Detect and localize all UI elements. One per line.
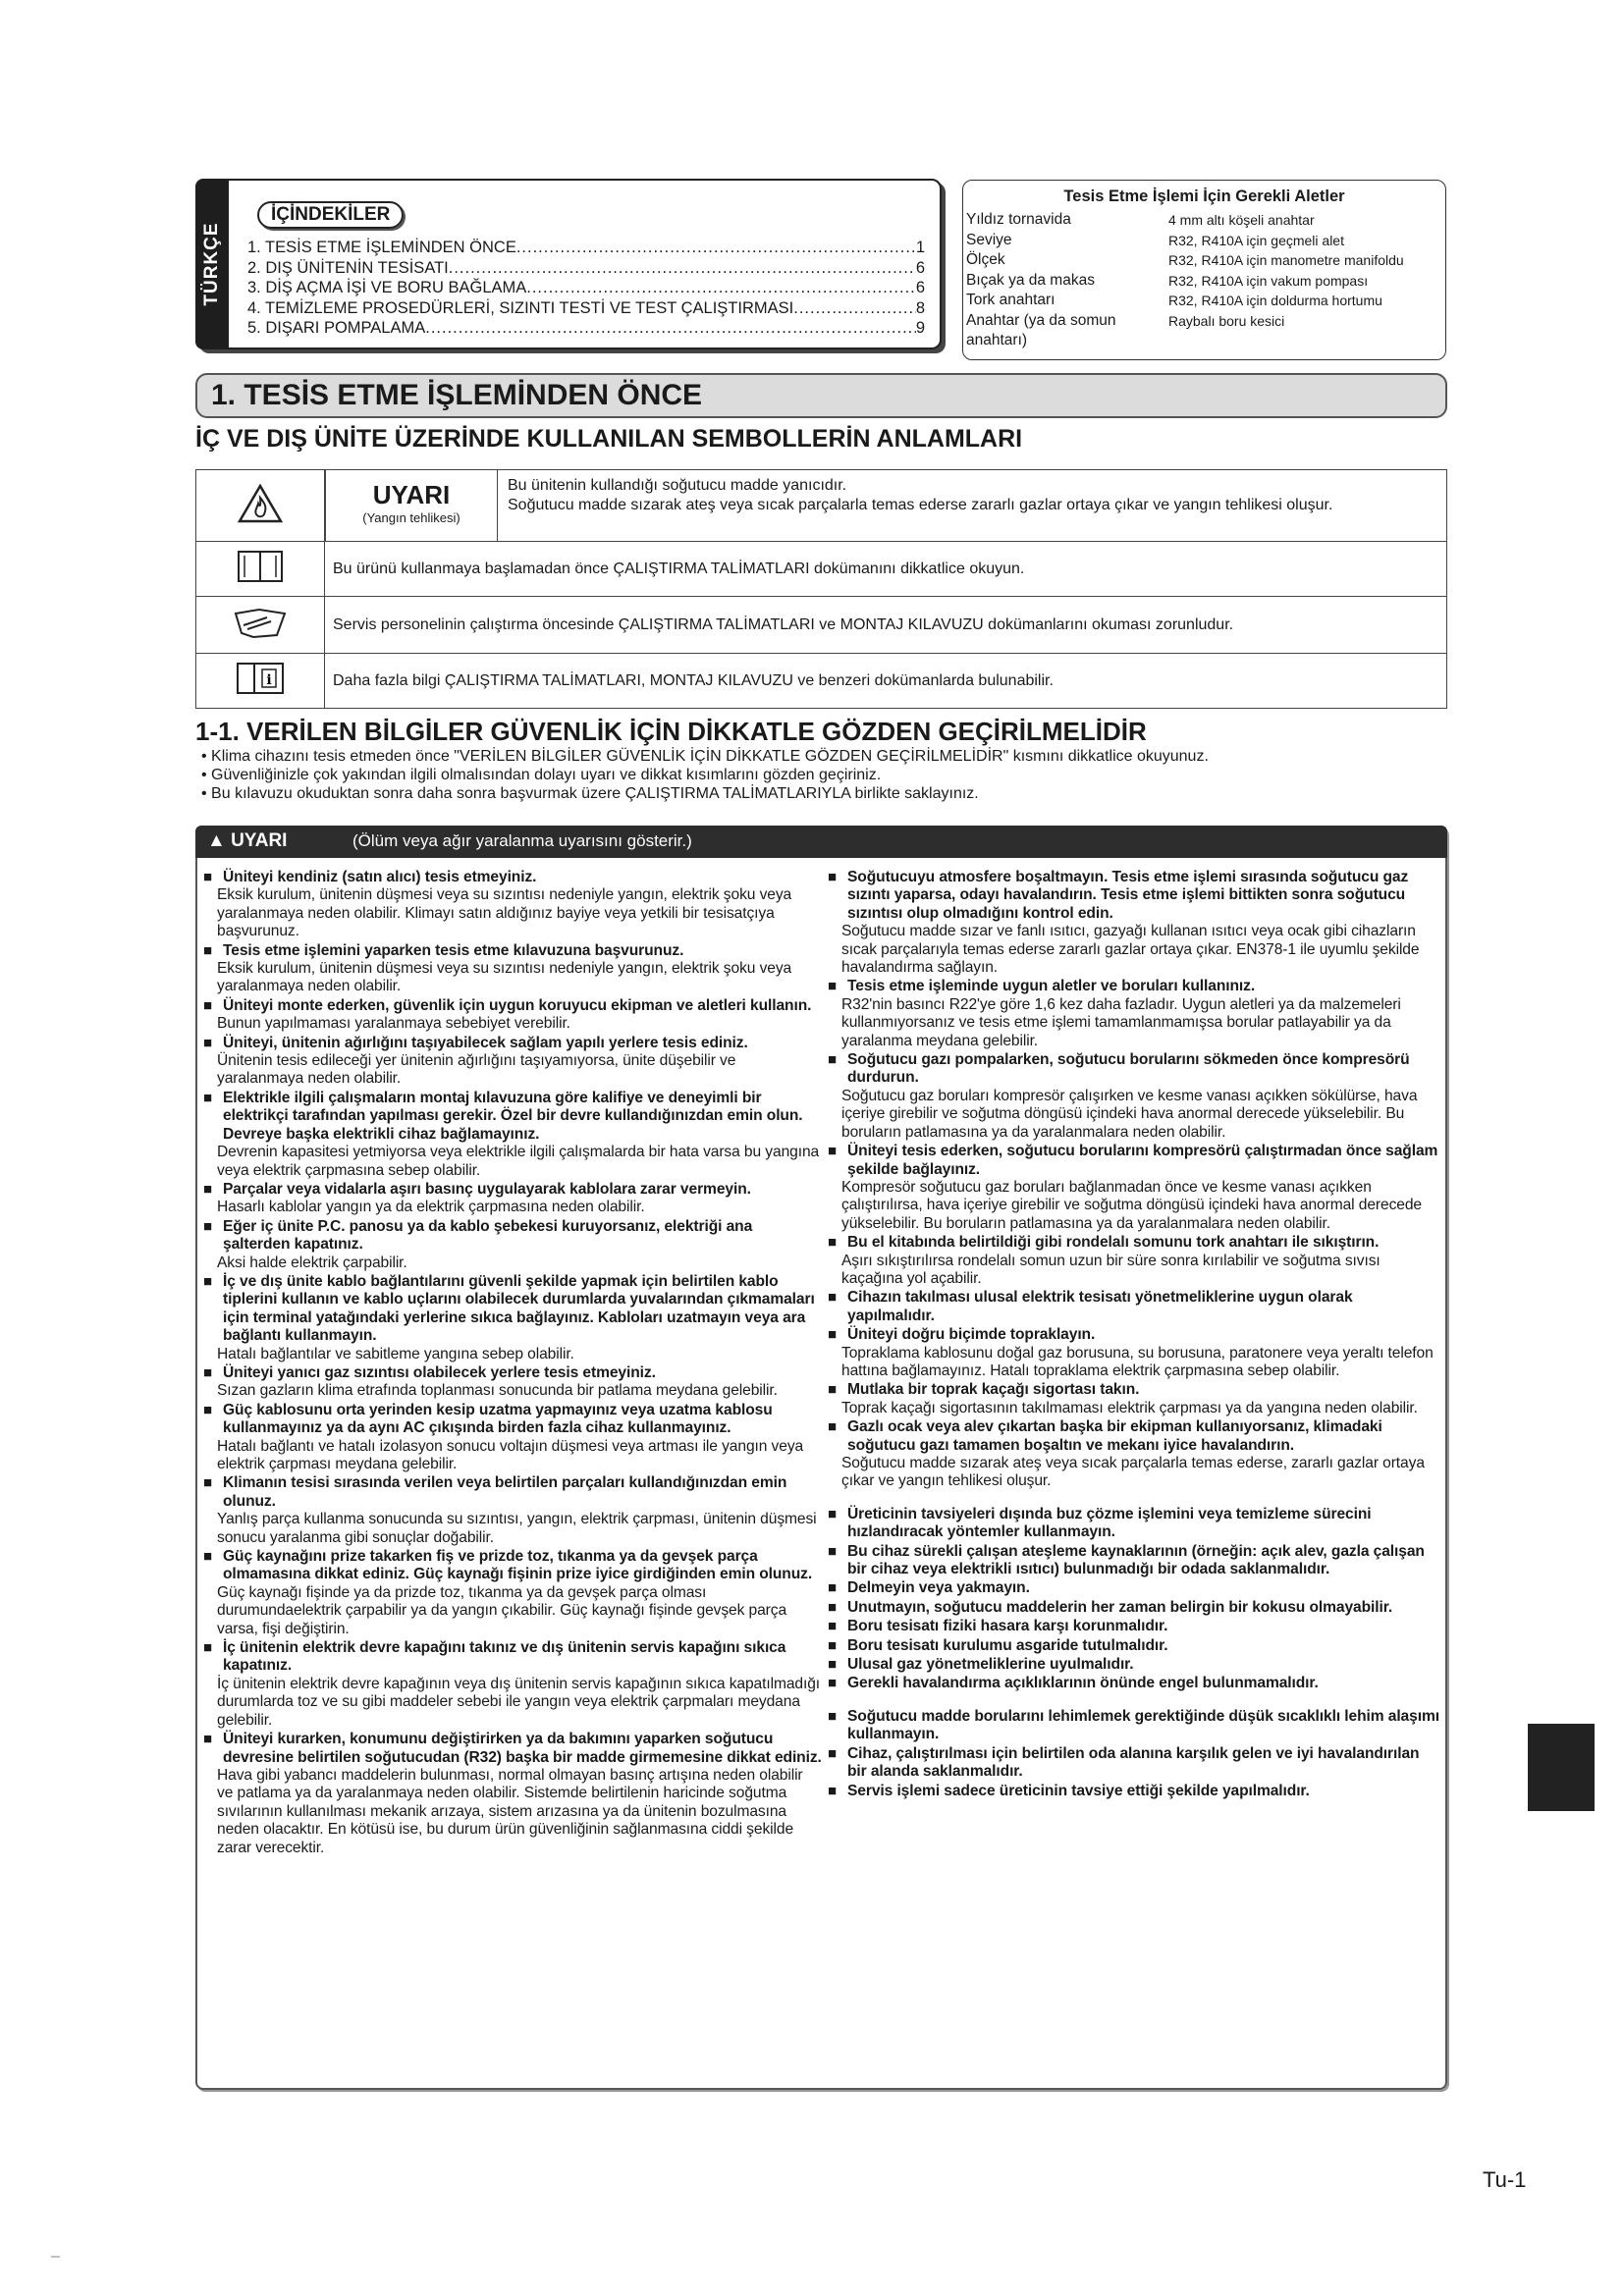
warning-item <box>203 1035 822 1089</box>
toc-item-page: 6 <box>915 258 925 277</box>
warning-item <box>828 1143 1442 1233</box>
warning-item-heading: ■ Üniteyi kendiniz (satın alıcı) tesis etmeyiniz. <box>203 869 822 886</box>
warning-item-body: Hava gibi yabancı maddelerin bulunması, normal olmayan basınç artışına neden olabilir ve patlama ya da yaralanmaya neden olabilir. Sistemde belirtilenin haricinde soğutma sıvılarının kullanılması mekanik arızaya, sistem arızasına ya da ünitenin bozulmasına neden olacaktır. En kötüsü ise, bu durum ürün güvenliğinin sağlanmasına ciddi şekilde zarar verecektir. <box>217 1766 803 1856</box>
language-label: TÜRKÇE <box>201 222 222 306</box>
toc-item[interactable] <box>247 318 925 339</box>
warning-item-heading: ■ Bu el kitabında belirtildiği gibi rondelalı somunu tork anahtarı ile sıkıştırın. <box>828 1234 1442 1252</box>
warning-item-body: Eksik kurulum, ünitenin düşmesi veya su sızıntısı nedeniyle yangın, elektrik şoku veya yaralanmaya neden olabilir. <box>217 960 792 995</box>
warning-item <box>828 1745 1442 1782</box>
warning-item <box>828 1051 1442 1142</box>
warning-item <box>828 1708 1442 1744</box>
intro-bullet: • Bu kılavuzu okuduktan sonra daha sonra başvurmak üzere ÇALIŞTIRMA TALİMATLARIYLA birlikte saklayınız. <box>201 785 979 802</box>
warning-item-heading: ■ Gazlı ocak veya alev çıkartan başka bir ekipman kullanıyorsanız, klimadaki soğutucu gazı tamamen boşaltın ve mekanı iyice havalandırın. <box>828 1418 1442 1455</box>
warning-item-heading: ■ Gerekli havalandırma açıklıklarının önünde engel bulunmamalıdır. <box>828 1675 1442 1692</box>
warning-item-heading: ■ Güç kablosunu orta yerinden kesip uzatma yapmayınız veya uzatma kablosu kullanmayınız ya da aynı AC çıkışında birden fazla cihaz kullanmayınız. <box>203 1402 822 1438</box>
warning-item <box>203 942 822 996</box>
warning-item-body: Soğutucu gaz boruları kompresör çalışırken ve kesme vanası açıkken sökülürse, hava içeriye girebilir ve soğutma döngüsü içindeki hava anormal derecede yükselebilir. Bu boruların patlamasına ya da yaralanmalara neden olabilir. <box>841 1087 1418 1141</box>
tool-item: R32, R410A için geçmeli alet <box>1168 232 1344 248</box>
warning-item-body: Hatalı bağlantılar ve sabitleme yangına sebep olabilir. <box>217 1345 574 1362</box>
warning-item <box>203 1639 822 1730</box>
svg-text:i: i <box>266 672 272 688</box>
tool-item: Tork anahtarı <box>966 292 1056 308</box>
intro-bullet: • Klima cihazını tesis etmeden önce "VERİLEN BİLGİLER GÜVENLİK İÇİN DİKKATLE GÖZDEN GEÇİRİLMELİDİR" kısmını dikkatlice okuyunuz. <box>201 748 1209 765</box>
toc-item[interactable] <box>247 258 925 279</box>
warning-item <box>828 1506 1442 1542</box>
warning-item <box>828 978 1442 1050</box>
warning-item <box>828 1326 1442 1380</box>
warning-item <box>828 1289 1442 1325</box>
warning-item-heading: ■ Unutmayın, soğutucu maddelerin her zaman belirgin bir kokusu olmayabilir. <box>828 1599 1442 1617</box>
warning-item-heading: ■ Üreticinin tavsiyeleri dışında buz çözme işlemini veya temizleme sürecini hızlandıracak yöntemler kullanmayın. <box>828 1506 1442 1542</box>
tool-item: 4 mm altı köşeli anahtar <box>1168 212 1315 228</box>
warning-item <box>828 1381 1442 1417</box>
warning-item <box>203 1731 822 1857</box>
warning-item-body: Kompresör soğutucu gaz boruları bağlanmadan önce ve kesme vanası açıkken çalıştırılırsa, hava içeriye girebilir ve soğutma döngüsü içindeki hava anormal derecede yükselebilir. Bu boruların patlamasına ya da yaralanmalara neden olabilir. <box>841 1178 1422 1232</box>
section-heading <box>195 373 1447 418</box>
warning-item-heading: ■ Servis işlemi sadece üreticinin tavsiye ettiği şekilde yapılmalıdır. <box>828 1783 1442 1800</box>
toc-item[interactable] <box>247 238 925 258</box>
section-title: 1. TESİS ETME İŞLEMİNDEN ÖNCE <box>211 379 703 411</box>
warning-item-heading: ■ Üniteyi yanıcı gaz sızıntısı olabilecek yerlere tesis etmeyiniz. <box>203 1364 822 1382</box>
symbol-row-4-text: Daha fazla bilgi ÇALIŞTIRMA TALİMATLARI, MONTAJ KILAVUZU ve benzeri dokümanlarda bulunabilir. <box>325 654 1447 709</box>
warning-item-heading: ■ İç ünitenin elektrik devre kapağını takınız ve dış ünitenin servis kapağını sıkıca kapatınız. <box>203 1639 822 1676</box>
warning-text-1: Bu ünitenin kullandığı soğutucu madde yanıcıdır. <box>508 477 847 494</box>
warning-item-body: Güç kaynağı fişinde ya da prizde toz, tıkanma ya da gevşek parça olması durumundaelektrik çarpabilir ya da yangın çıkabilir. Güç kaynağı fişinde gevşek parça varsa, fişi değiştirin. <box>217 1583 787 1637</box>
warning-item-heading: ■ Üniteyi kurarken, konumunu değiştirirken ya da bakımını yaparken soğutucu devresine belirtilen soğutucudan (R32) başka bir madde girmemesine dikkat ediniz. <box>203 1731 822 1767</box>
warning-item <box>203 1474 822 1547</box>
tool-item: R32, R410A için manometre manifoldu <box>1168 252 1404 268</box>
warning-item <box>828 1543 1442 1579</box>
warning-item-heading: ■ Üniteyi monte ederken, güvenlik için uygun koruyucu ekipman ve aletleri kullanın. <box>203 997 822 1015</box>
subsection-title: 1-1. VERİLEN BİLGİLER GÜVENLİK İÇİN DİKKATLE GÖZDEN GEÇİRİLMELİDİR <box>195 717 1147 746</box>
toc-item-page: 9 <box>915 319 925 337</box>
warning-item-heading: ■ Bu cihaz sürekli çalışan ateşleme kaynaklarının (örneğin: açık alev, gazla çalışan bir cihaz veya elektrikli ısıtıcı) bulunmadığı bir odada saklanmalıdır. <box>828 1543 1442 1579</box>
warning-item-heading: ■ Cihaz, çalıştırılması için belirtilen oda alanına karşılık gelen ve iyi havalandırılan bir alanda saklanmalıdır. <box>828 1745 1442 1782</box>
toc-item-label: 4. TEMİZLEME PROSEDÜRLERİ, SIZINTI TESTİ VE TEST ÇALIŞTIRMASI <box>247 298 794 317</box>
toc-item-page: 8 <box>915 298 925 317</box>
info-manual-icon <box>196 654 325 709</box>
warning-item <box>203 1548 822 1638</box>
toc-item-label: 5. DIŞARI POMPALAMA <box>247 319 426 337</box>
warning-item-heading: ■ Eğer iç ünite P.C. panosu ya da kablo şebekesi kuruyorsanız, elektriği ana şalterden kapatınız. <box>203 1218 822 1255</box>
warning-item <box>203 1273 822 1363</box>
warning-item <box>828 1418 1442 1491</box>
warning-item <box>203 1364 822 1401</box>
warning-item-heading: ■ Ulusal gaz yönetmeliklerine uyulmalıdır. <box>828 1656 1442 1674</box>
chapter-tab-mark <box>1528 1724 1595 1811</box>
toc-title: İÇİNDEKİLER <box>257 201 404 229</box>
warning-item-heading: ■ Delmeyin veya yakmayın. <box>828 1579 1442 1597</box>
warning-item <box>828 1234 1442 1288</box>
symbols-table <box>195 469 1447 709</box>
warning-label: ▲ UYARI <box>207 830 288 851</box>
warning-item <box>203 1402 822 1474</box>
toc-item-label: 2. DIŞ ÜNİTENİN TESİSATI <box>247 258 449 277</box>
tool-item: Anahtar (ya da somun <box>966 311 1116 329</box>
warning-item <box>828 1637 1442 1655</box>
warning-item-body: Hatalı bağlantı ve hatalı izolasyon sonucu voltajın düşmesi veya artması ile yangın veya elektrik çarpması meydana gelebilir. <box>217 1437 804 1472</box>
warning-item <box>203 869 822 941</box>
symbol-row-3-text: Servis personelinin çalıştırma öncesinde ÇALIŞTIRMA TALİMATLARI ve MONTAJ KILAVUZU dokümanlarını okuması zorunludur. <box>325 597 1447 654</box>
warning-item-body: Devrenin kapasitesi yetmiyorsa veya elektrikle ilgili çalışmalarda bir hata varsa bu yangına veya elektrik çarpmasına sebep olabilir. <box>217 1144 820 1179</box>
intro-bullet: • Güvenliğinizle çok yakından ilgili olmalısından dolayı uyarı ve dikkat kısımlarını gözden geçiriniz. <box>201 767 882 783</box>
page-number: Tu-1 <box>1483 2167 1527 2192</box>
warning-item-body: İç ünitenin elektrik devre kapağının veya dış ünitenin servis kapağının sıkıca kapatılmadığı durumlarda toz ve su gibi maddeler sebebi ile yangın veya elektrik çarpmaları meydana gelebilir. <box>217 1675 821 1729</box>
tool-item: R32, R410A için vakum pompası <box>1168 272 1369 289</box>
warning-item-body: Toprak kaçağı sigortasının takılmaması elektrik çarpması ya da yangına neden olabilir. <box>841 1399 1418 1416</box>
warning-item <box>828 1675 1442 1692</box>
toc-list <box>247 238 925 339</box>
warning-item-heading: ■ Boru tesisatı kurulumu asgaride tutulmalıdır. <box>828 1637 1442 1655</box>
tools-left-column <box>966 210 1172 351</box>
intro-bullets <box>195 747 1452 803</box>
fire-warning-icon <box>196 470 325 542</box>
language-side-tab <box>195 179 229 349</box>
warning-right-column <box>828 868 1442 1800</box>
toc-item[interactable] <box>247 298 925 319</box>
book-icon <box>196 542 325 597</box>
toc-dots <box>526 278 916 298</box>
tool-item: Yıldız tornavida <box>966 211 1071 228</box>
uyari-sub: (Yangın tehlikesi) <box>362 510 460 525</box>
warning-item <box>828 1618 1442 1635</box>
warning-item-body: Aşırı sıkıştırılırsa rondelalı somun uzun bir süre sonra kırılabilir ve soğutma sıvısı kaçağına yol açabilir. <box>841 1252 1380 1287</box>
warning-item-heading: ■ İç ve dış ünite kablo bağlantılarını güvenli şekilde yapmak için belirtilen kablo tiplerini kullanın ve kablo uçlarını olabilecek durumlarda yuvalarından çıkmamaları için terminal yatağındaki yerlerine sıkıca bağlayınız. Kabloları uzatmayın veya ara bağlantı kullanmayın. <box>203 1273 822 1346</box>
service-manual-icon <box>196 597 325 654</box>
tool-item: Ölçek <box>966 251 1005 268</box>
toc-dots <box>793 298 916 319</box>
toc-dots <box>425 318 916 339</box>
warning-item-body: Soğutucu madde sızar ve fanlı ısıtıcı, gazyağı kullanan ısıtıcı veya ocak gibi cihazların sıcak parçalarıyla temas ederse zararlı gazlar ortaya çıkar. EN378-1 ile uyumlu şekilde havalandırma sağlayın. <box>841 923 1420 977</box>
warning-item-body: Soğutucu madde sızarak ateş veya sıcak parçalarla temas ederse, zararlı gazlar ortaya çıkar ve yangın tehlikesi oluşur. <box>841 1455 1425 1490</box>
symbol-row-2-text: Bu ürünü kullanmaya başlamadan önce ÇALIŞTIRMA TALİMATLARI dokümanını dikkatlice okuyun. <box>325 542 1447 597</box>
warning-item-body: Yanlış parça kullanma sonucunda su sızıntısı, yangın, elektrik çarpması, ünitenin düşmesi sonucu yaralanma gibi sonuçlar doğabilir. <box>217 1511 817 1546</box>
tool-item: Bıçak ya da makas <box>966 271 1095 289</box>
tool-item: R32, R410A için doldurma hortumu <box>1168 293 1382 308</box>
warning-item-body: Aksi halde elektrik çarpabilir. <box>217 1254 407 1271</box>
warning-item <box>828 869 1442 977</box>
warning-subtitle: (Ölüm veya ağır yaralanma uyarısını gösterir.) <box>352 831 692 850</box>
warning-item-heading: ■ Üniteyi tesis ederken, soğutucu borularını kompresörü çalıştırmadan önce sağlam şekilde bağlayınız. <box>828 1143 1442 1179</box>
warning-left-column <box>203 868 822 1857</box>
tool-item: anahtarı) <box>966 332 1028 348</box>
warning-item-heading: ■ Güç kaynağını prize takarken fiş ve prizde toz, tıkanma ya da gevşek parça olmamasına dikkat ediniz. Güç kaynağı fişinin prize iyice girdiğinden emin olunuz. <box>203 1548 822 1584</box>
warning-item-heading: ■ Mutlaka bir toprak kaçağı sigortası takın. <box>828 1381 1442 1399</box>
symbols-heading: İÇ VE DIŞ ÜNİTE ÜZERİNDE KULLANILAN SEMBOLLERİN ANLAMLARI <box>195 425 1023 453</box>
warning-item-heading: ■ Soğutucu gazı pompalarken, soğutucu borularını sökmeden önce kompresörü durdurun. <box>828 1051 1442 1088</box>
warning-item <box>828 1783 1442 1800</box>
toc-item-label: 3. DİŞ AÇMA İŞİ VE BORU BAĞLAMA <box>247 279 527 296</box>
warning-item-heading: ■ Tesis etme işlemini yaparken tesis etme kılavuzuna başvurunuz. <box>203 942 822 960</box>
toc-dots <box>516 238 916 258</box>
tool-item: Seviye <box>966 231 1012 248</box>
tool-item: Raybalı boru kesici <box>1168 312 1285 329</box>
warning-item-body: Bunun yapılmaması yaralanmaya sebebiyet verebilir. <box>217 1015 570 1033</box>
warning-item-heading: ■ Üniteyi doğru biçimde topraklayın. <box>828 1326 1442 1344</box>
warning-item-body: Ünitenin tesis edileceği yer ünitenin ağırlığını taşıyamıyorsa, ünite düşebilir ve yaralanmaya neden olabilir. <box>217 1052 736 1088</box>
toc-item-page: 1 <box>915 239 925 256</box>
warning-item <box>828 1579 1442 1597</box>
warning-item-heading: ■ Elektrikle ilgili çalışmaların montaj kılavuzuna göre kalifiye ve deneyimli bir elektrikçi tarafından yapılması gerekir. Özel bir devre kullandığınızdan emin olun. Devreye başka elektrikli cihaz bağlamayınız. <box>203 1090 822 1144</box>
warning-bar <box>195 826 1447 858</box>
toc-item-page: 6 <box>915 279 925 296</box>
toc-item[interactable] <box>247 278 925 298</box>
warning-item-body: Topraklama kablosunu doğal gaz borusuna, su borusuna, paratonere veya yeraltı telefon hattına bağlamayınız. Hatalı topraklama elektrik çarpmasına sebep olabilir. <box>841 1344 1434 1379</box>
tools-title: Tesis Etme İşlemi İçin Gerekli Aletler <box>1063 187 1345 205</box>
corner-mark: – <box>51 2248 60 2265</box>
uyari-label: UYARI <box>372 480 451 509</box>
warning-item <box>203 997 822 1034</box>
warning-item-heading: ■ Klimanın tesisi sırasında verilen veya belirtilen parçaları kullandığınızdan emin olunuz. <box>203 1474 822 1511</box>
warning-item-heading: ■ Tesis etme işleminde uygun aletler ve boruları kullanınız. <box>828 978 1442 995</box>
warning-text-2: Soğutucu madde sızarak ateş veya sıcak parçalarla temas ederse zararlı gazlar ortaya çıkar ve yangın tehlikesi oluşur. <box>508 497 1333 513</box>
toc-dots <box>449 258 916 279</box>
tools-right-column <box>1168 210 1443 331</box>
warning-item <box>203 1181 822 1217</box>
warning-item-heading: ■ Soğutucuyu atmosfere boşaltmayın. Tesis etme işlemi sırasında soğutucu gaz sızıntı yaparsa, odayı havalandırın. Tesis etme işlemi bittikten sonra soğutucu sızıntısı olup olmadığını kontrol edin. <box>828 869 1442 923</box>
warning-item-heading: ■ Üniteyi, ünitenin ağırlığını taşıyabilecek sağlam yapılı yerlere tesis ediniz. <box>203 1035 822 1052</box>
warning-item-body: R32'nin basıncı R22'ye göre 1,6 kez daha fazladır. Uygun aletleri ya da malzemeleri kullanmıyorsanız ve tesis etme işlemi tamamlanmamışsa borular patlayabilir ya da yaralanma meydana gelebilir. <box>841 995 1401 1049</box>
warning-item <box>203 1218 822 1272</box>
warning-item-heading: ■ Parçalar veya vidalarla aşırı basınç uygulayarak kablolara zarar vermeyin. <box>203 1181 822 1199</box>
warning-item-heading: ■ Boru tesisatı fiziki hasara karşı korunmalıdır. <box>828 1618 1442 1635</box>
warning-item <box>828 1599 1442 1617</box>
warning-item-body: Eksik kurulum, ünitenin düşmesi veya su sızıntısı nedeniyle yangın, elektrik şoku veya yaralanmaya neden olabilir. Klimayı satın aldığınız bayiye veya yetkili bir tesisatçıya başvurunuz. <box>217 886 792 940</box>
warning-item-heading: ■ Soğutucu madde borularını lehimlemek gerektiğinde düşük sıcaklıklı lehim alaşımı kullanmayın. <box>828 1708 1442 1744</box>
warning-item-body: Hasarlı kablolar yangın ya da elektrik çarpmasına neden olabilir. <box>217 1199 645 1216</box>
warning-item-body: Sızan gazların klima etrafında toplanması sonucunda bir patlama meydana gelebilir. <box>217 1382 778 1400</box>
toc-item-label: 1. TESİS ETME İŞLEMİNDEN ÖNCE <box>247 239 516 256</box>
warning-item <box>203 1090 822 1180</box>
warning-item-heading: ■ Cihazın takılması ulusal elektrik tesisatı yönetmeliklerine uygun olarak yapılmalıdır. <box>828 1289 1442 1325</box>
warning-item <box>828 1656 1442 1674</box>
